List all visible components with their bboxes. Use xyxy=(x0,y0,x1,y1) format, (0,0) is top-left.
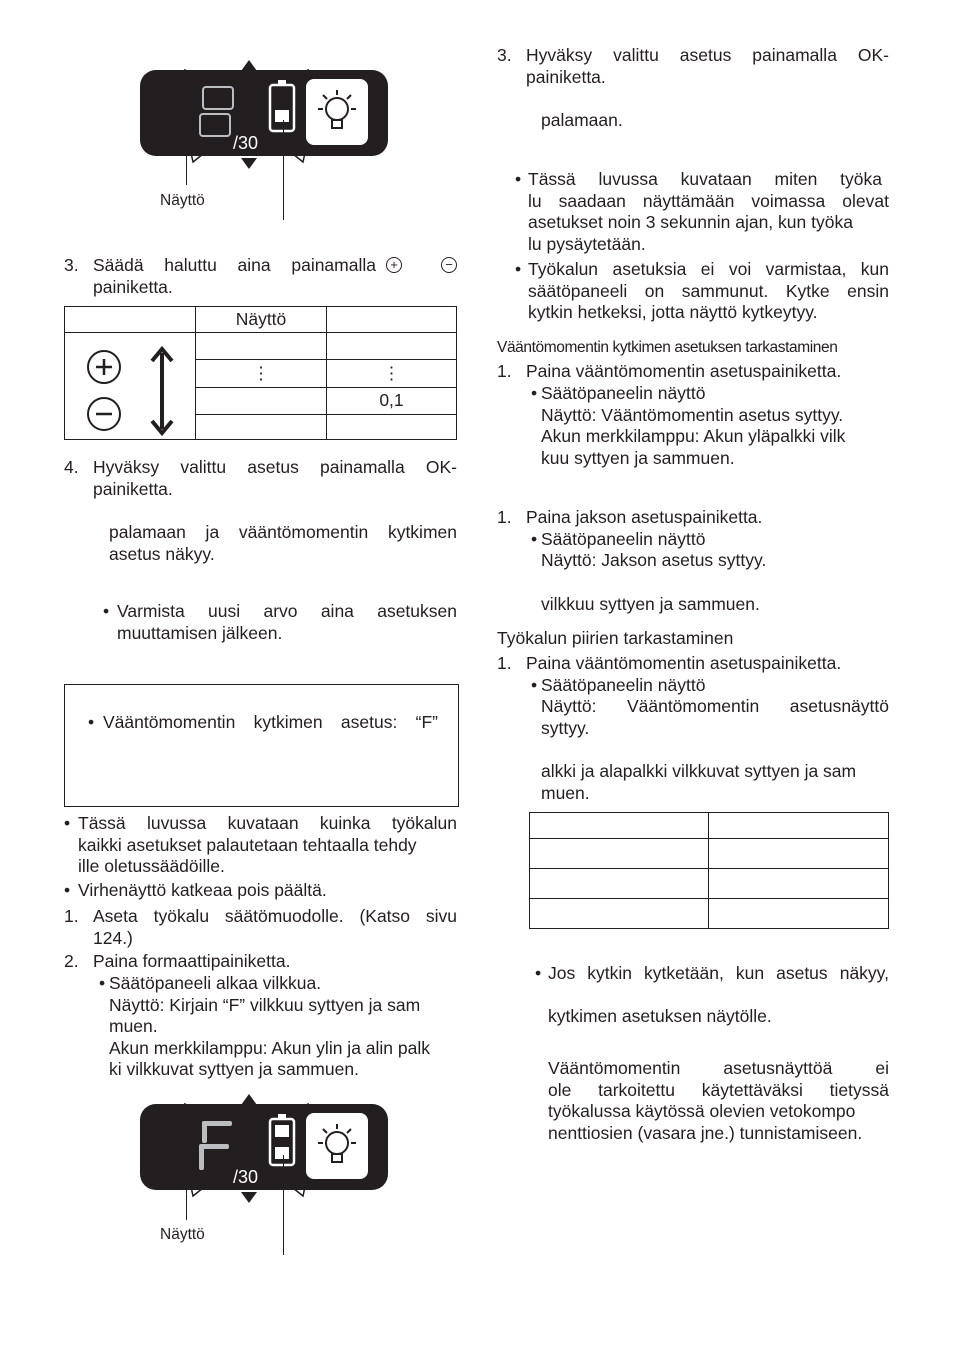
sub-text: Näyttö: Vääntömomentin asetusnäyttö xyxy=(541,696,889,716)
note-text: Varmista uusi arvo aina asetuksen xyxy=(117,601,457,621)
step-number: 1. xyxy=(64,906,79,926)
bullet: • xyxy=(64,813,71,833)
step-text: Paina formaattipainiketta. xyxy=(93,951,291,971)
plus-icon: + xyxy=(386,257,402,273)
display-pointer-line xyxy=(186,143,187,185)
step-text: Hyväksy valittu asetus painamalla OK- xyxy=(526,45,889,65)
info-box xyxy=(64,684,459,807)
caution-text: Vääntömomentin asetusnäyttöä ei xyxy=(548,1058,889,1078)
button-diagram-cell xyxy=(65,333,196,440)
battery-pointer-line xyxy=(283,1155,284,1255)
bullet: • xyxy=(515,169,522,189)
section-heading: Työkalun piirien tarkastaminen xyxy=(497,628,734,648)
bullet: • xyxy=(531,383,538,403)
sub-text: Akun merkkilamppu: Akun yläpalkki vilk xyxy=(541,426,846,446)
note-text: Työkalun asetuksia ei voi varmistaa, kun xyxy=(528,259,889,279)
table-cell xyxy=(196,414,327,439)
step-number: 4. xyxy=(64,457,79,477)
control-panel-display-top xyxy=(138,58,390,176)
table-cell: 0,1 xyxy=(327,387,457,414)
note-text: lu pysäytetään. xyxy=(528,234,646,254)
table-cell xyxy=(709,899,889,929)
setting-table xyxy=(64,306,457,440)
note-text: kytkimen asetuksen näytölle. xyxy=(548,1006,772,1026)
ratio-label: /30 xyxy=(233,1167,259,1187)
step-text: Paina vääntömomentin asetuspainiketta. xyxy=(526,361,842,381)
sub-text: Säätöpaneelin näyttö xyxy=(541,529,706,549)
table-header-cell xyxy=(65,307,196,333)
step-text: Paina jakson asetuspainiketta. xyxy=(526,507,763,527)
reset-text: kaikki asetukset palautetaan tehtaalla tehdy xyxy=(78,835,417,855)
sub-text: syttyy. xyxy=(541,718,590,738)
table-cell xyxy=(530,813,709,839)
bullet: • xyxy=(535,963,542,983)
note-text: muuttamisen jälkeen. xyxy=(117,623,283,643)
sub-text: kuu syttyen ja sammuen. xyxy=(541,448,735,468)
sub-text: Näyttö: Vääntömomentin asetus syttyy. xyxy=(541,405,844,425)
table-cell xyxy=(327,414,457,439)
plus-button-icon xyxy=(88,351,120,383)
table-header-cell: Näyttö xyxy=(196,307,327,333)
sub-text: Näyttö: Jakson asetus syttyy. xyxy=(541,550,767,570)
table-cell xyxy=(709,839,889,869)
table-cell xyxy=(530,839,709,869)
table-cell xyxy=(709,813,889,839)
table-cell: ⋮ xyxy=(327,360,457,387)
reset-text: Tässä luvussa kuvataan kuinka työkalun xyxy=(78,813,457,833)
table-header-cell xyxy=(327,307,457,333)
note-text: Tässä luvussa kuvataan miten työka xyxy=(528,169,882,189)
display-label: Näyttö xyxy=(160,1226,205,1243)
step-text: Aseta työkalu säätömuodolle. (Katso sivu xyxy=(93,906,457,926)
sub-text: muen. xyxy=(109,1016,158,1036)
down-arrow-icon xyxy=(241,1192,257,1203)
sub-text: vilkkuu syttyen ja sammuen. xyxy=(541,594,760,614)
bullet: • xyxy=(103,601,110,621)
step-number: 3. xyxy=(64,255,79,275)
table-cell xyxy=(530,899,709,929)
table-cell: ⋮ xyxy=(196,360,327,387)
display-pointer-line xyxy=(186,1170,187,1220)
table-cell xyxy=(530,869,709,899)
circuit-table xyxy=(529,812,889,929)
bullet: • xyxy=(531,529,538,549)
table-cell xyxy=(327,333,457,360)
sub-text: Akun merkkilamppu: Akun ylin ja alin palk xyxy=(109,1038,430,1058)
bullet: • xyxy=(99,973,106,993)
paragraph-text: asetus näkyy. xyxy=(109,544,215,564)
step-text: 124.) xyxy=(93,928,133,948)
note-text: kytkin hetkeksi, jotta näyttö kytkeytyy. xyxy=(528,302,818,322)
battery-pointer-line xyxy=(283,120,284,220)
control-panel-display-bottom xyxy=(138,1092,390,1210)
reset-text: Virhenäyttö katkeaa pois päältä. xyxy=(78,880,327,900)
note-text: lu saadaan näyttämään voimassa olevat xyxy=(528,191,889,211)
ratio-label: /30 xyxy=(233,133,259,153)
caution-text: nenttiosien (vasara jne.) tunnistamiseen. xyxy=(548,1123,863,1143)
step-text: Säädä haluttu aina painamalla xyxy=(93,255,376,275)
sub-text: Näyttö: Kirjain “F” vilkkuu syttyen ja sam xyxy=(109,995,421,1015)
step-text: Hyväksy valittu asetus painamalla OK- xyxy=(93,457,457,477)
bullet: • xyxy=(531,675,538,695)
step-text: painiketta. xyxy=(93,277,173,297)
display-label: Näyttö xyxy=(160,192,205,209)
table-cell xyxy=(196,387,327,414)
bullet: • xyxy=(88,712,95,732)
minus-button-icon xyxy=(88,398,120,430)
up-arrow-icon xyxy=(241,1094,257,1105)
note-text: Jos kytkin kytketään, kun asetus näkyy, xyxy=(548,963,889,983)
step-number: 1. xyxy=(497,653,512,673)
table-cell xyxy=(709,869,889,899)
step-number: 3. xyxy=(497,45,512,65)
step-text: Paina vääntömomentin asetuspainiketta. xyxy=(526,653,842,673)
step-text: painiketta. xyxy=(93,479,173,499)
minus-icon: − xyxy=(441,257,457,273)
step-text: painiketta. xyxy=(526,67,606,87)
up-arrow-icon xyxy=(241,60,257,71)
step-number: 1. xyxy=(497,507,512,527)
table-cell xyxy=(196,333,327,360)
paragraph-text: palamaan ja vääntömomentin kytkimen xyxy=(109,522,457,542)
reset-text: ille oletussäädöille. xyxy=(78,856,225,876)
caution-text: ole tarkoitettu käytettäväksi tietyssä xyxy=(548,1080,889,1100)
caution-text: työkalussa käytössä olevien vetokompo xyxy=(548,1101,856,1121)
sub-text: Säätöpaneelin näyttö xyxy=(541,675,706,695)
section-heading: Vääntömomentin kytkimen asetuksen tarkastaminen xyxy=(497,339,838,356)
sub-text: Säätöpaneeli alkaa vilkkua. xyxy=(109,973,322,993)
bullet: • xyxy=(515,259,522,279)
sub-text: alkki ja alapalkki vilkkuvat syttyen ja sam xyxy=(541,761,857,781)
note-text: säätöpaneeli on sammunut. Kytke ensin xyxy=(528,281,889,301)
step-number: 1. xyxy=(497,361,512,381)
double-arrow-icon xyxy=(152,349,172,433)
step-number: 2. xyxy=(64,951,79,971)
sub-text: Säätöpaneelin näyttö xyxy=(541,383,706,403)
paragraph-text: palamaan. xyxy=(541,110,623,130)
down-arrow-icon xyxy=(241,158,257,169)
info-box-text: Vääntömomentin kytkimen asetus: “F” xyxy=(103,712,438,732)
sub-text: ki vilkkuvat syttyen ja sammuen. xyxy=(109,1059,359,1079)
note-text: asetukset noin 3 sekunnin ajan, kun työka xyxy=(528,212,853,232)
sub-text: muen. xyxy=(541,783,590,803)
bullet: • xyxy=(64,880,71,900)
